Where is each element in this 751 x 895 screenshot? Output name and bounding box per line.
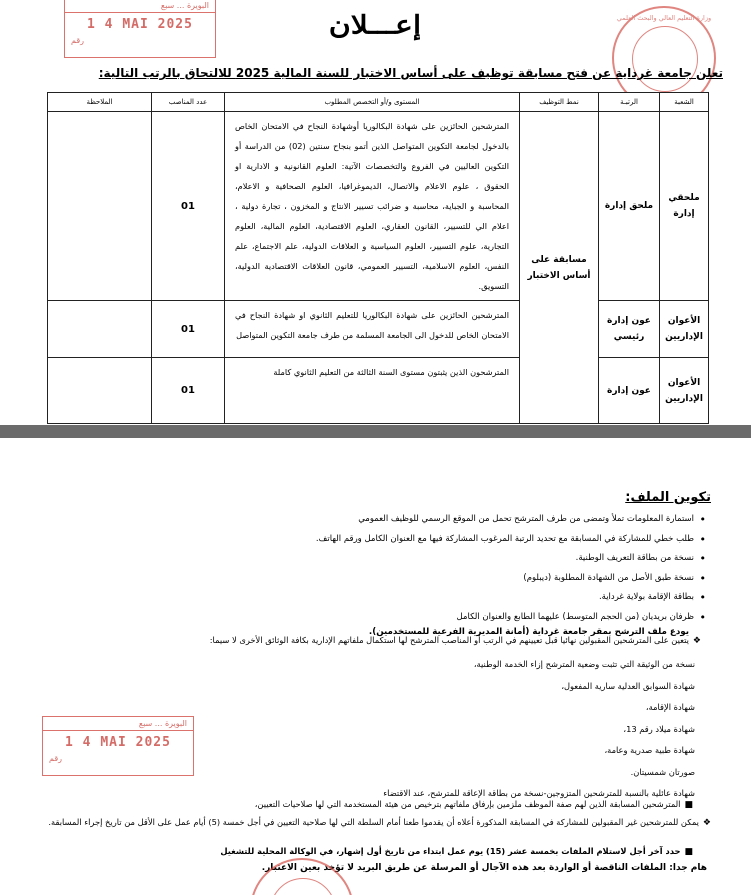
list-item: شهادة ميلاد رقم 13، <box>623 723 695 734</box>
positions-table <box>47 92 709 424</box>
date-stamp-header: البويرة ... سبع <box>65 0 215 13</box>
cell-branch: الأعوان الإداريين <box>660 358 709 424</box>
successful-intro-block <box>30 634 701 647</box>
header-count: عدد المناصب <box>152 93 225 112</box>
cell-note <box>48 358 152 424</box>
appeal-note-block <box>38 816 711 829</box>
deadline-note: حدد آخر أجل لاستلام الملفات بخمسة عشر (15) يوم عمل ابتداء من تاريخ أول إشهار، في الوكالة المحلية للتشغيل <box>220 846 681 856</box>
date-stamp <box>64 0 216 58</box>
list-item: • ظرفان بريديان (من الحجم المتوسط) عليهما الطابع والعنوان الكامل <box>60 608 706 628</box>
list-item: • طلب خطي للمشاركة في المسابقة مع تحديد الرتبة المرغوب المشاركة فيها مع العنوان الكامل ورقم الهاتف. <box>60 530 706 550</box>
date-stamp-date: 1 4 MAI 2025 <box>65 735 171 750</box>
list-item: شهادة السوابق العدلية سارية المفعول، <box>561 680 695 691</box>
list-item: • نسخة طبق الأصل من الشهادة المطلوبة (ديبلوم) <box>60 569 706 589</box>
announcement-page-1 <box>0 0 751 425</box>
cell-note <box>48 112 152 301</box>
cell-rank: ملحق إدارة <box>599 112 660 301</box>
list-item: صورتان شمسيتان. <box>630 766 695 777</box>
header-note: الملاحظة <box>48 93 152 112</box>
successful-intro: يتعين على المترشحين المقبولين نهائيا قبل تعيينهم في الرتب أو المناصب المترشح لها استكمال ملفاتهم الإدارية بكافة الوثائق الأخرى لا سيما: <box>209 635 689 645</box>
cell-note <box>48 301 152 358</box>
employee-note-block <box>30 798 693 811</box>
announcement-page-2 <box>0 438 751 895</box>
announcement-title: إعـــلان <box>328 10 422 41</box>
header-branch: الشعبة <box>660 93 709 112</box>
final-important-note: هام جدا: الملفات الناقصة أو الواردة بعد هذه الآجال أو المرسلة عن طريق البريد لا تؤخذ بعين الاعتبار. <box>261 863 707 873</box>
date-stamp-footer: رقم <box>49 754 63 763</box>
table-header-row <box>48 93 709 112</box>
announcement-intro: تعلن جامعة غرداية عن فتح مسابقة توظيف على أساس الاختبار للسنة المالية 2025 للالتحاق بالرتب التالية: <box>98 66 723 80</box>
cell-branch: الأعوان الإداريين <box>660 301 709 358</box>
list-item: • نسخة من بطاقة التعريف الوطنية. <box>60 549 706 569</box>
table-row <box>48 301 709 358</box>
cell-count: 01 <box>152 301 225 358</box>
bullet-icon: ■ <box>684 847 693 857</box>
list-item: نسخة من الوثيقة التي تثبت وضعية المترشح إزاء الخدمة الوطنية، <box>473 659 695 669</box>
date-stamp-header: البويرة ... سبع <box>43 717 193 731</box>
cell-count: 01 <box>152 358 225 424</box>
header-mode: نمط التوظيف <box>520 93 599 112</box>
cell-count: 01 <box>152 112 225 301</box>
list-item: شهادة الإقامة، <box>645 702 695 712</box>
date-stamp-date: 1 4 MAI 2025 <box>87 17 193 32</box>
header-rank: الرتبـة <box>599 93 660 112</box>
cell-rank: عون إدارة رئيسي <box>599 301 660 358</box>
cell-requirement: المترشحون الذين يثبتون مستوى السنة الثالثة من التعليم الثانوي كاملة <box>225 358 520 424</box>
file-items-list <box>60 510 706 627</box>
bullet-icon: ■ <box>684 800 693 810</box>
cell-branch: ملحقي إدارة <box>660 112 709 301</box>
cell-requirement: المترشحين الحائزين على شهادة البكالوريا أوشهادة النجاح في الامتحان الخاص بالدخول لجامعة التكوين المتواصل الذين أتمو بنجاح سنتين (02) من الدراسة أو التكوين العاليين في الفروع والتخصصات الآتية: العلوم القانونية و الادارية او الحقوق ، علوم الاعلام والاتصال، الديموغرافيا، العلوم الصحافية و الاعلام، المحاسبة و الجباية، محاسبة و ضرائب تسيير الانتاج و المخزون ، تجارة دولية ، اعلام الي للتسيير، القانون العقاري، العلوم الاقتصادية، العلوم المالية، العلوم التجارية، علوم التسيير، العلوم السياسية و العلاقات الدولية، علم الاجتماع، علم النفس، العلوم الاسلامية، التسيير العمومي، قانون العلاقات الاقتصادية الدولية، التسويق. <box>225 112 520 301</box>
cell-requirement: المترشحين الحائزين على شهادة البكالوريا للتعليم الثانوي او شهادة النجاح في الامتحان الخاص للدخول الى الجامعة المسلمة من طرف جامعة التكوين المتواصل <box>225 301 520 358</box>
diamond-bullet-icon: ❖ <box>692 636 701 646</box>
date-stamp-footer: رقم <box>71 36 85 45</box>
deposit-note: يودع ملف الترشح بمقر جامعة غرداية (أمانة المديرية الفرعية للمستخدمين). <box>368 627 689 637</box>
diamond-bullet-icon: ❖ <box>702 818 711 828</box>
date-stamp <box>42 716 194 776</box>
header-requirement: المستوى و/أو التخصص المطلوب <box>225 93 520 112</box>
appeal-note: يمكن للمترشحين غير المقبولين للمشاركة في المسابقة المذكورة أعلاه أن يقدموا طعنا أمام السلطة التي لها صلاحية التعيين في أجل خمسة (5) أيام عمل على الأقل من تاريخ إجراء المسابقة. <box>48 817 699 827</box>
round-seal-text: وزارة التعليم العالي والبحث العلمي <box>616 14 712 22</box>
table-row <box>48 112 709 301</box>
list-item: • استمارة المعلومات تملأ وتمضى من طرف المترشح تحمل من الموقع الرسمي للوظيف العمومي <box>60 510 706 530</box>
list-item: شهادة عائلية بالنسبة للمترشحين المتزوجين-نسخة من بطاقة الإعاقة للمترشح، عند الاقتضاء <box>383 788 695 798</box>
employee-note: المترشحين المسابقة الذين لهم صفة الموظف ملزمين بإرفاق ملفاتهم بترخيص من هيئة المستخدمة التي لها صلاحيات التعيين، <box>254 799 681 809</box>
list-item: • بطاقة الإقامة بولاية غرداية. <box>60 588 706 608</box>
list-item: شهادة طبية صدرية وعامة، <box>604 745 695 755</box>
file-section-title: تكوين الملف: <box>625 490 711 505</box>
cell-rank: عون إدارة <box>599 358 660 424</box>
deadline-note-block <box>30 845 693 858</box>
cell-recruitment-mode: مسابقة على أساس الاختبار <box>520 112 599 424</box>
table-row <box>48 358 709 424</box>
